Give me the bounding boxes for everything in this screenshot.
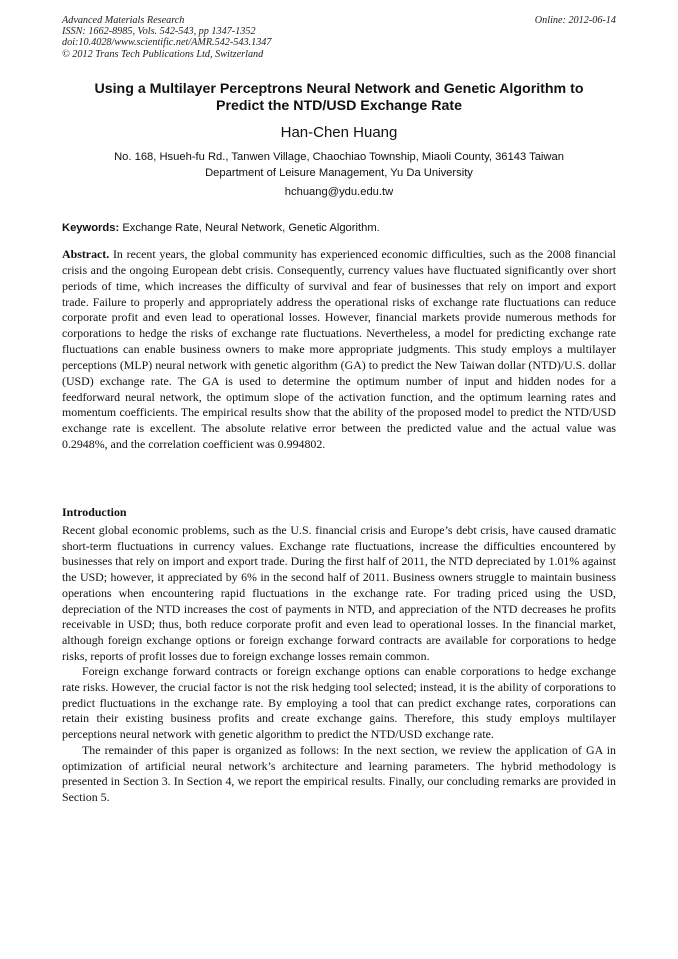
author-email: hchuang@ydu.edu.tw	[284, 186, 394, 198]
affiliation	[62, 150, 616, 181]
keywords-label: Keywords:	[62, 222, 120, 234]
doi-line: doi:10.4028/www.scientific.net/AMR.542-543.1347	[62, 37, 272, 49]
intro-paragraph: Recent global economic problems, such as the U.S. financial crisis and Europe’s debt crisis, have caused dramatic short-term fluctuations in currency values. Exchange rate fluctuations, increase the difficulties encountered by businesses that rely on import and export trade. During the first half of 2011, the NTD depreciated by 1.01% against the USD; however, it appreciated by 6% in the second half of 2011. Business owners struggle to maintain business operations when encountering rapid fluctuations in the exchange rate. For trading priced using the USD, depreciation of the NTD increases the cost of payments in NTD, and appreciation of the NTD decreases he profits receivable in USD; thus, both reduce corporate profit and even lead to operational losses. In the financial market, although foreign exchange options or foreign exchange forward contracts are available for corporations to hedge risks, reports of profit losses due to foreign exchange losses remain common.	[62, 523, 616, 663]
title-line-2: Predict the NTD/USD Exchange Rate	[216, 98, 462, 114]
paper-title	[62, 81, 616, 115]
section-heading-introduction: Introduction	[62, 505, 127, 519]
journal-name: Advanced Materials Research	[62, 15, 185, 26]
abstract	[62, 247, 616, 453]
issn-line: ISSN: 1662-8985, Vols. 542-543, pp 1347-1352	[62, 26, 256, 38]
online-date: Online: 2012-06-14	[534, 15, 616, 26]
keywords-text: Exchange Rate, Neural Network, Genetic Algorithm.	[122, 222, 380, 234]
introduction-body	[62, 523, 616, 806]
title-line-1: Using a Multilayer Perceptrons Neural Network and Genetic Algorithm to	[94, 81, 584, 97]
journal-header	[62, 15, 616, 60]
abstract-text: In recent years, the global community has experienced economic difficulties, such as the 2008 financial crisis and the ongoing European debt crisis. Consequently, currency values have fluctuated significantly over short periods of time, which increases the difficulty of survival and fear of businesses that rely on import and export trade. Failure to properly and appropriately address the operational risks of exchange rate fluctuations can reduce corporate profit and even lead to operational losses. However, financial markets provide numerous methods for corporations to hedge the risks of exchange rate fluctuations. Nevertheless, a model for predicting exchange rate fluctuations can enable business owners to make more appropriate judgments. This study employs a multilayer perceptions (MLP) neural network with genetic algorithm (GA) to predict the New Taiwan dollar (NTD)/U.S. dollar (USD) exchange rate. The GA is used to determine the optimum number of input and hidden nodes for a feedforward neural network, the optimum slope of the activation function, and the optimum learning rates and momentum coefficients. The empirical results show that the ability of the proposed model to predict the NTD/USD exchange rate is excellent. The absolute relative error between the predicted value and the actual value was 0.2948%, and the correlation coefficient was 0.994802.	[62, 247, 616, 452]
intro-paragraph: The remainder of this paper is organized as follows: In the next section, we review the application of GA in optimization of artificial neural network’s architecture and learning parameters. The hybrid methodology is presented in Section 3. In Section 4, we report the empirical results. Finally, our concluding remarks are provided in Section 5.	[62, 742, 616, 804]
author-name: Han-Chen Huang	[280, 124, 398, 141]
keywords	[62, 221, 616, 235]
affiliation-address: No. 168, Hsueh-fu Rd., Tanwen Village, Chaochiao Township, Miaoli County, 36143 Taiwan	[114, 151, 564, 163]
copyright-line: © 2012 Trans Tech Publications Ltd, Switzerland	[62, 48, 264, 60]
abstract-label: Abstract.	[62, 247, 110, 261]
intro-paragraph: Foreign exchange forward contracts or foreign exchange options can enable corporations to hedge exchange rate risks. However, the crucial factor is not the risk hedging tool selected; instead, it is the ability of corporations to predict fluctuations in the exchange rate. By employing a tool that can predict exchange rates, corporations can retain their existing business profits and create exchange gains. Therefore, this study employs multilayer perceptions neural network with genetic algorithm to predict the NTD/USD exchange rate.	[62, 664, 616, 742]
affiliation-department: Department of Leisure Management, Yu Da University	[205, 166, 473, 179]
